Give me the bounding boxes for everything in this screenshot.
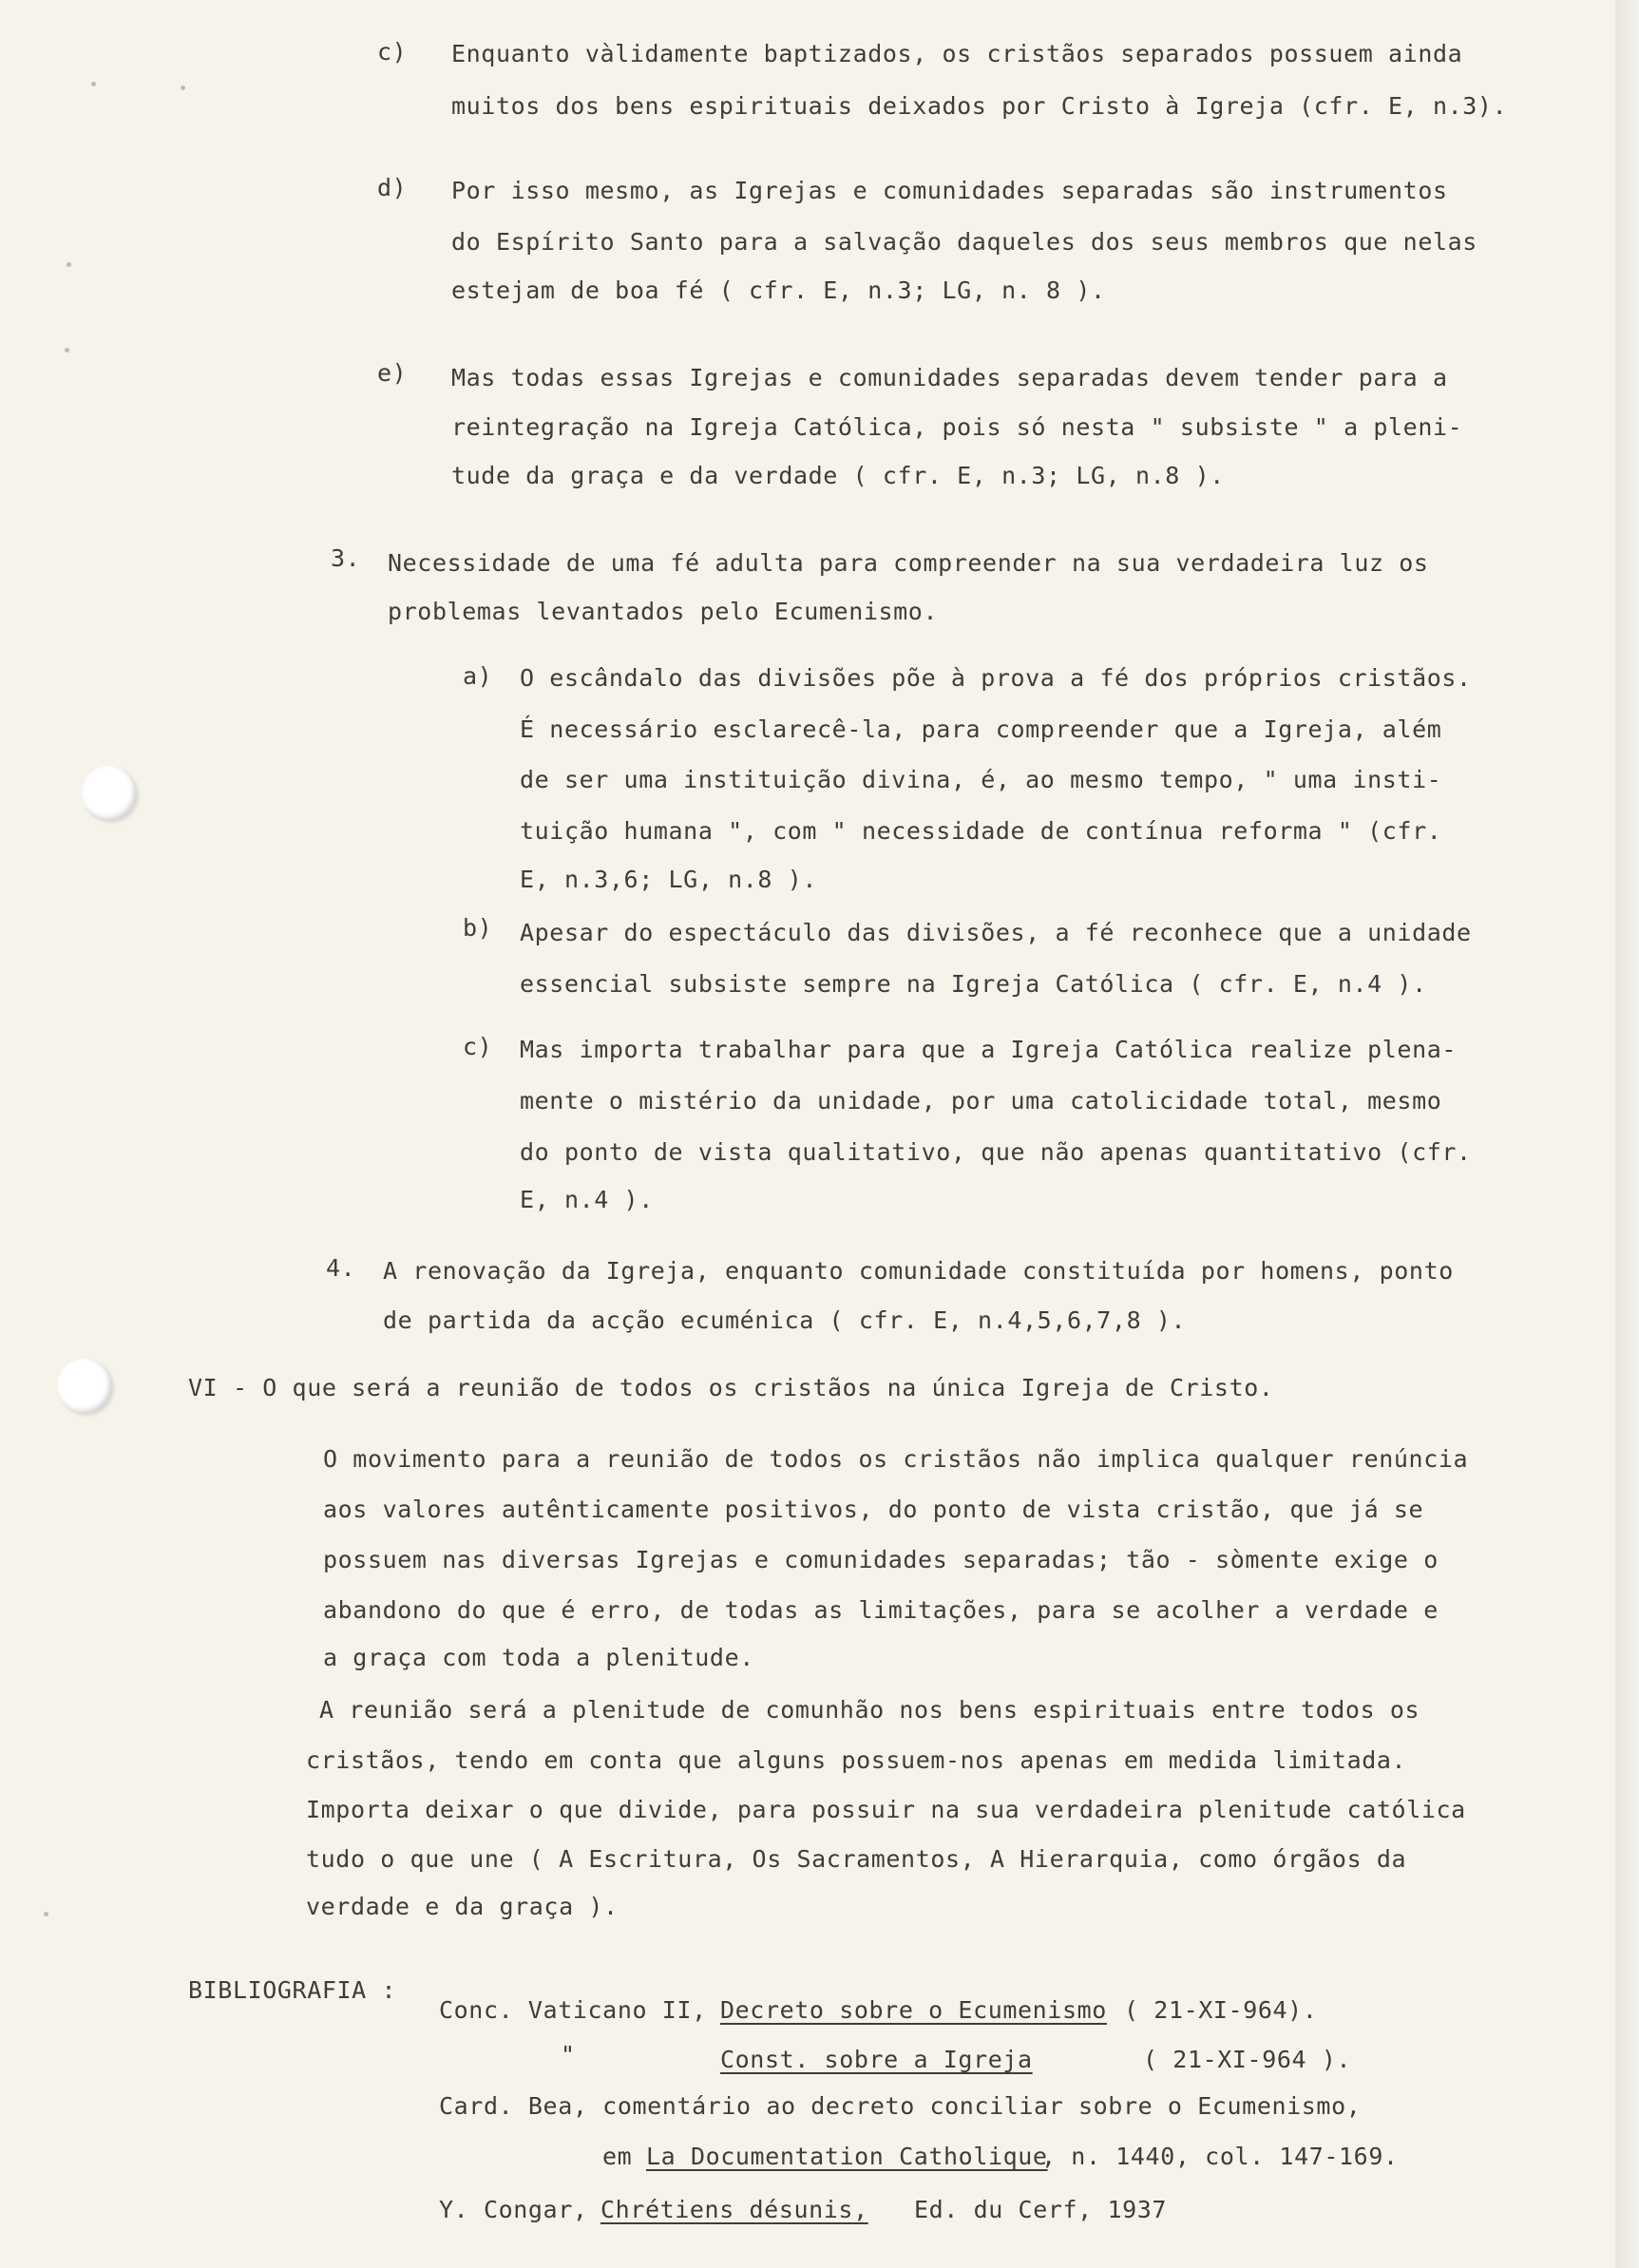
section-3b-marker: b) bbox=[463, 914, 493, 942]
bib-entry-4-title: Chrétiens désunis, bbox=[600, 2196, 868, 2223]
section-3a-line-4: tuição humana ", com " necessidade de contínua reforma " (cfr. bbox=[520, 817, 1442, 845]
section-3c-marker: c) bbox=[463, 1033, 493, 1060]
section-3a-line-5: E, n.3,6; LG, n.8 ). bbox=[520, 866, 818, 893]
punch-hole-lower bbox=[57, 1359, 112, 1414]
item-e-line-3: tude da graça e da verdade ( cfr. E, n.3; LG, n.8 ). bbox=[451, 462, 1225, 489]
bib-entry-4-author: Y. Congar, bbox=[439, 2196, 588, 2223]
section-3a-line-2: É necessário esclarecê-la, para compreender que a Igreja, além bbox=[520, 715, 1442, 743]
bib-entry-2-date: ( 21-XI-964 ). bbox=[1143, 2046, 1352, 2073]
item-d-line-3: estejam de boa fé ( cfr. E, n.3; LG, n. 8 ). bbox=[451, 276, 1106, 304]
item-e-line-1: Mas todas essas Igrejas e comunidades separadas devem tender para a bbox=[451, 364, 1448, 391]
item-e-marker: e) bbox=[377, 359, 408, 387]
section-3-line-1: Necessidade de uma fé adulta para compreender na sua verdadeira luz os bbox=[388, 549, 1429, 577]
page-edge bbox=[1615, 0, 1639, 2268]
item-d-line-1: Por isso mesmo, as Igrejas e comunidades separadas são instrumentos bbox=[451, 177, 1448, 204]
section-vi-p1-line-1: O movimento para a reunião de todos os cristãos não implica qualquer renúncia bbox=[323, 1445, 1469, 1473]
section-vi-p2-line-5: verdade e da graça ). bbox=[306, 1893, 619, 1920]
section-vi-p2-line-4: tudo o que une ( A Escritura, Os Sacramentos, A Hierarquia, como órgãos da bbox=[306, 1845, 1407, 1873]
item-c-line-2: muitos dos bens espirituais deixados por Cristo à Igreja (cfr. E, n.3). bbox=[451, 92, 1508, 120]
section-3b-line-1: Apesar do espectáculo das divisões, a fé reconhece que a unidade bbox=[520, 919, 1472, 946]
item-d-marker: d) bbox=[377, 174, 408, 201]
section-4-line-2: de partida da acção ecuménica ( cfr. E, n.4,5,6,7,8 ). bbox=[383, 1306, 1187, 1334]
bib-entry-3-title: La Documentation Catholique bbox=[646, 2143, 1048, 2170]
bib-entry-3-line-1: Card. Bea, comentário ao decreto conciliar sobre o Ecumenismo, bbox=[439, 2092, 1362, 2120]
section-3a-marker: a) bbox=[463, 662, 493, 690]
section-3-number: 3. bbox=[331, 544, 361, 572]
punch-hole-upper bbox=[82, 766, 137, 821]
paper-speck bbox=[67, 262, 71, 267]
paper-speck bbox=[91, 82, 96, 86]
section-4-line-1: A renovação da Igreja, enquanto comunidade constituída por homens, ponto bbox=[383, 1257, 1454, 1285]
bib-entry-1-prefix: Conc. Vaticano II, bbox=[439, 1996, 707, 2024]
bib-entry-4-publisher: Ed. du Cerf, 1937 bbox=[914, 2196, 1168, 2223]
item-c-line-1: Enquanto vàlidamente baptizados, os cristãos separados possuem ainda bbox=[451, 40, 1463, 67]
paper-speck bbox=[65, 348, 69, 353]
bib-entry-3-suffix: , n. 1440, col. 147-169. bbox=[1041, 2143, 1399, 2170]
section-3b-line-2: essencial subsiste sempre na Igreja Católica ( cfr. E, n.4 ). bbox=[520, 970, 1427, 998]
section-3a-line-1: O escândalo das divisões põe à prova a fé dos próprios cristãos. bbox=[520, 664, 1472, 692]
section-3a-line-3: de ser uma instituição divina, é, ao mesmo tempo, " uma insti- bbox=[520, 766, 1442, 793]
section-vi-heading: VI - O que será a reunião de todos os cristãos na única Igreja de Cristo. bbox=[188, 1374, 1274, 1401]
section-vi-p2-line-3: Importa deixar o que divide, para possuir na sua verdadeira plenitude católica bbox=[306, 1796, 1466, 1823]
section-3c-line-1: Mas importa trabalhar para que a Igreja Católica realize plena- bbox=[520, 1036, 1458, 1063]
item-d-line-2: do Espírito Santo para a salvação daqueles dos seus membros que nelas bbox=[451, 228, 1477, 256]
section-4-number: 4. bbox=[326, 1254, 356, 1282]
item-c-marker: c) bbox=[377, 38, 408, 66]
section-3c-line-3: do ponto de vista qualitativo, que não apenas quantitativo (cfr. bbox=[520, 1138, 1472, 1166]
section-3c-line-2: mente o mistério da unidade, por uma catolicidade total, mesmo bbox=[520, 1087, 1442, 1115]
bib-entry-1-title: Decreto sobre o Ecumenismo bbox=[720, 1996, 1107, 2024]
section-vi-p1-line-4: abandono do que é erro, de todas as limitações, para se acolher a verdade e bbox=[323, 1596, 1439, 1624]
section-vi-p2-line-1: A reunião será a plenitude de comunhão nos bens espirituais entre todos os bbox=[319, 1696, 1420, 1724]
bib-entry-2-title: Const. sobre a Igreja bbox=[720, 2046, 1033, 2073]
bib-entry-2-ditto: " bbox=[561, 2041, 576, 2068]
section-vi-p2-line-2: cristãos, tendo em conta que alguns possuem-nos apenas em medida limitada. bbox=[306, 1746, 1407, 1774]
section-3c-line-4: E, n.4 ). bbox=[520, 1186, 654, 1213]
bibliography-label: BIBLIOGRAFIA : bbox=[188, 1976, 397, 2004]
item-e-line-2: reintegração na Igreja Católica, pois só nesta " subsiste " a pleni- bbox=[451, 413, 1463, 441]
bib-entry-1-date: ( 21-XI-964). bbox=[1124, 1996, 1318, 2024]
section-vi-p1-line-2: aos valores autênticamente positivos, do ponto de vista cristão, que já se bbox=[323, 1496, 1424, 1523]
paper-speck bbox=[44, 1912, 48, 1916]
section-3-line-2: problemas levantados pelo Ecumenismo. bbox=[388, 598, 939, 625]
section-vi-p1-line-5: a graça com toda a plenitude. bbox=[323, 1644, 754, 1671]
paper-speck bbox=[181, 86, 185, 90]
section-vi-p1-line-3: possuem nas diversas Igrejas e comunidades separadas; tão - sòmente exige o bbox=[323, 1546, 1439, 1573]
bib-entry-3-prefix: em bbox=[602, 2143, 633, 2170]
